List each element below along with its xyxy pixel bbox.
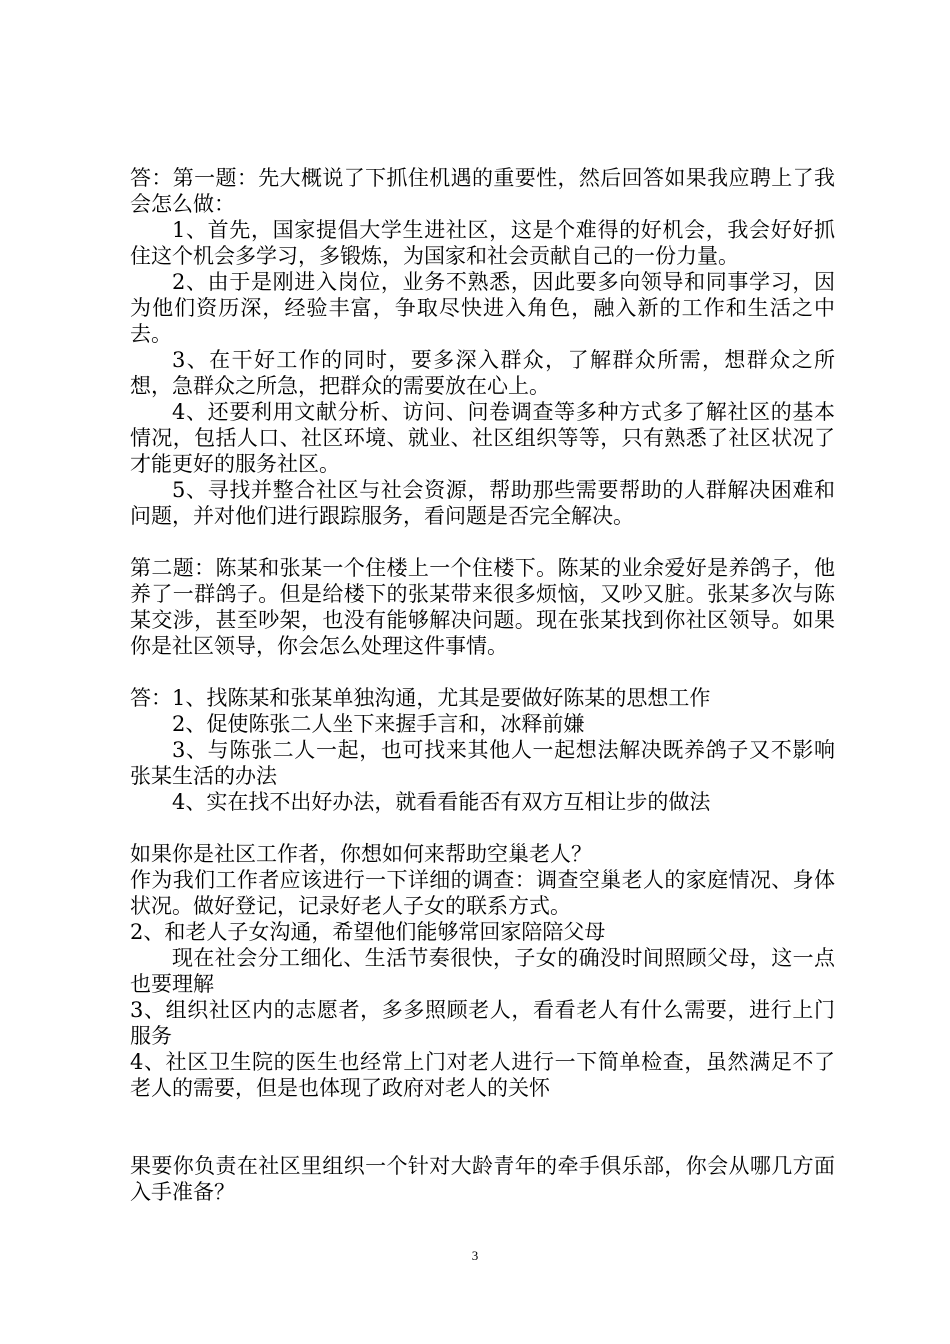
q3-answer-line-2: 2、和老人子女沟通，希望他们能够常回家陪陪父母 [130, 920, 606, 944]
paragraph-spacer [130, 1101, 835, 1153]
q4-question: 果要你负责在社区里组织一个针对大龄青年的牵手俱乐部，你会从哪几方面入手准备？ [130, 1154, 835, 1204]
q1-answer-intro: 答：第一题：先大概说了下抓住机遇的重要性，然后回答如果我应聘上了我会怎么做： [130, 166, 835, 216]
q1-point-2: 2、由于是刚进入岗位，业务不熟悉，因此要多向领导和同事学习，因为他们资历深，经验丰富，争取尽快进入角色，融入新的工作和生活之中去。 [130, 270, 835, 346]
q1-point-5: 5、寻找并整合社区与社会资源，帮助那些需要帮助的人群解决困难和问题，并对他们进行跟踪服务，看问题是否完全解决。 [130, 478, 835, 528]
q2-question: 第二题：陈某和张某一个住楼上一个住楼下。陈某的业余爱好是养鸽子，他养了一群鸽子。但是给楼下的张某带来很多烦恼，又吵又脏。张某多次与陈某交涉，甚至吵架，也没有能够解决问题。现在张某找到你社区领导。如果你是社区领导，你会怎么处理这件事情。 [130, 556, 835, 658]
q3-answer-line-4: 4、社区卫生院的医生也经常上门对老人进行一下简单检查，虽然满足不了老人的需要，但是也体现了政府对老人的关怀 [130, 1050, 835, 1100]
q1-point-4: 4、还要利用文献分析、访问、问卷调查等多种方式多了解社区的基本情况，包括人口、社区环境、就业、社区组织等等，只有熟悉了社区状况了才能更好的服务社区。 [130, 400, 835, 476]
paragraph-spacer [130, 659, 835, 685]
q3-answer-line-1: 作为我们工作者应该进行一下详细的调查：调查空巢老人的家庭情况、身体状况。做好登记，记录好老人子女的联系方式。 [130, 868, 835, 918]
q1-point-3: 3、在干好工作的同时，要多深入群众，了解群众所需，想群众之所想，急群众之所急，把群众的需要放在心上。 [130, 348, 835, 398]
paragraph-spacer [130, 815, 835, 841]
page-number: 3 [471, 1248, 479, 1263]
q2-answer-point-4: 4、实在找不出好办法，就看看能否有双方互相让步的做法 [172, 790, 711, 814]
paragraph-spacer [130, 529, 835, 555]
q2-answer-point-3: 3、与陈张二人一起，也可找来其他人一起想法解决既养鸽子又不影响张某生活的办法 [130, 738, 835, 788]
q1-point-1: 1、首先，国家提倡大学生进社区，这是个难得的好机会，我会好好抓住这个机会多学习，多锻炼，为国家和社会贡献自己的一份力量。 [130, 218, 835, 268]
document-body [130, 165, 835, 1205]
q3-answer-line-3: 3、组织社区内的志愿者，多多照顾老人，看看老人有什么需要，进行上门服务 [130, 998, 835, 1048]
q3-answer-indented: 现在社会分工细化、生活节奏很快，子女的确没时间照顾父母，这一点也要理解 [130, 946, 835, 996]
q2-answer-point-2: 2、促使陈张二人坐下来握手言和，冰释前嫌 [172, 712, 585, 736]
q3-question: 如果你是社区工作者，你想如何来帮助空巢老人？ [130, 842, 592, 866]
q2-answer-point-1: 答：1、找陈某和张某单独沟通，尤其是要做好陈某的思想工作 [130, 686, 711, 710]
